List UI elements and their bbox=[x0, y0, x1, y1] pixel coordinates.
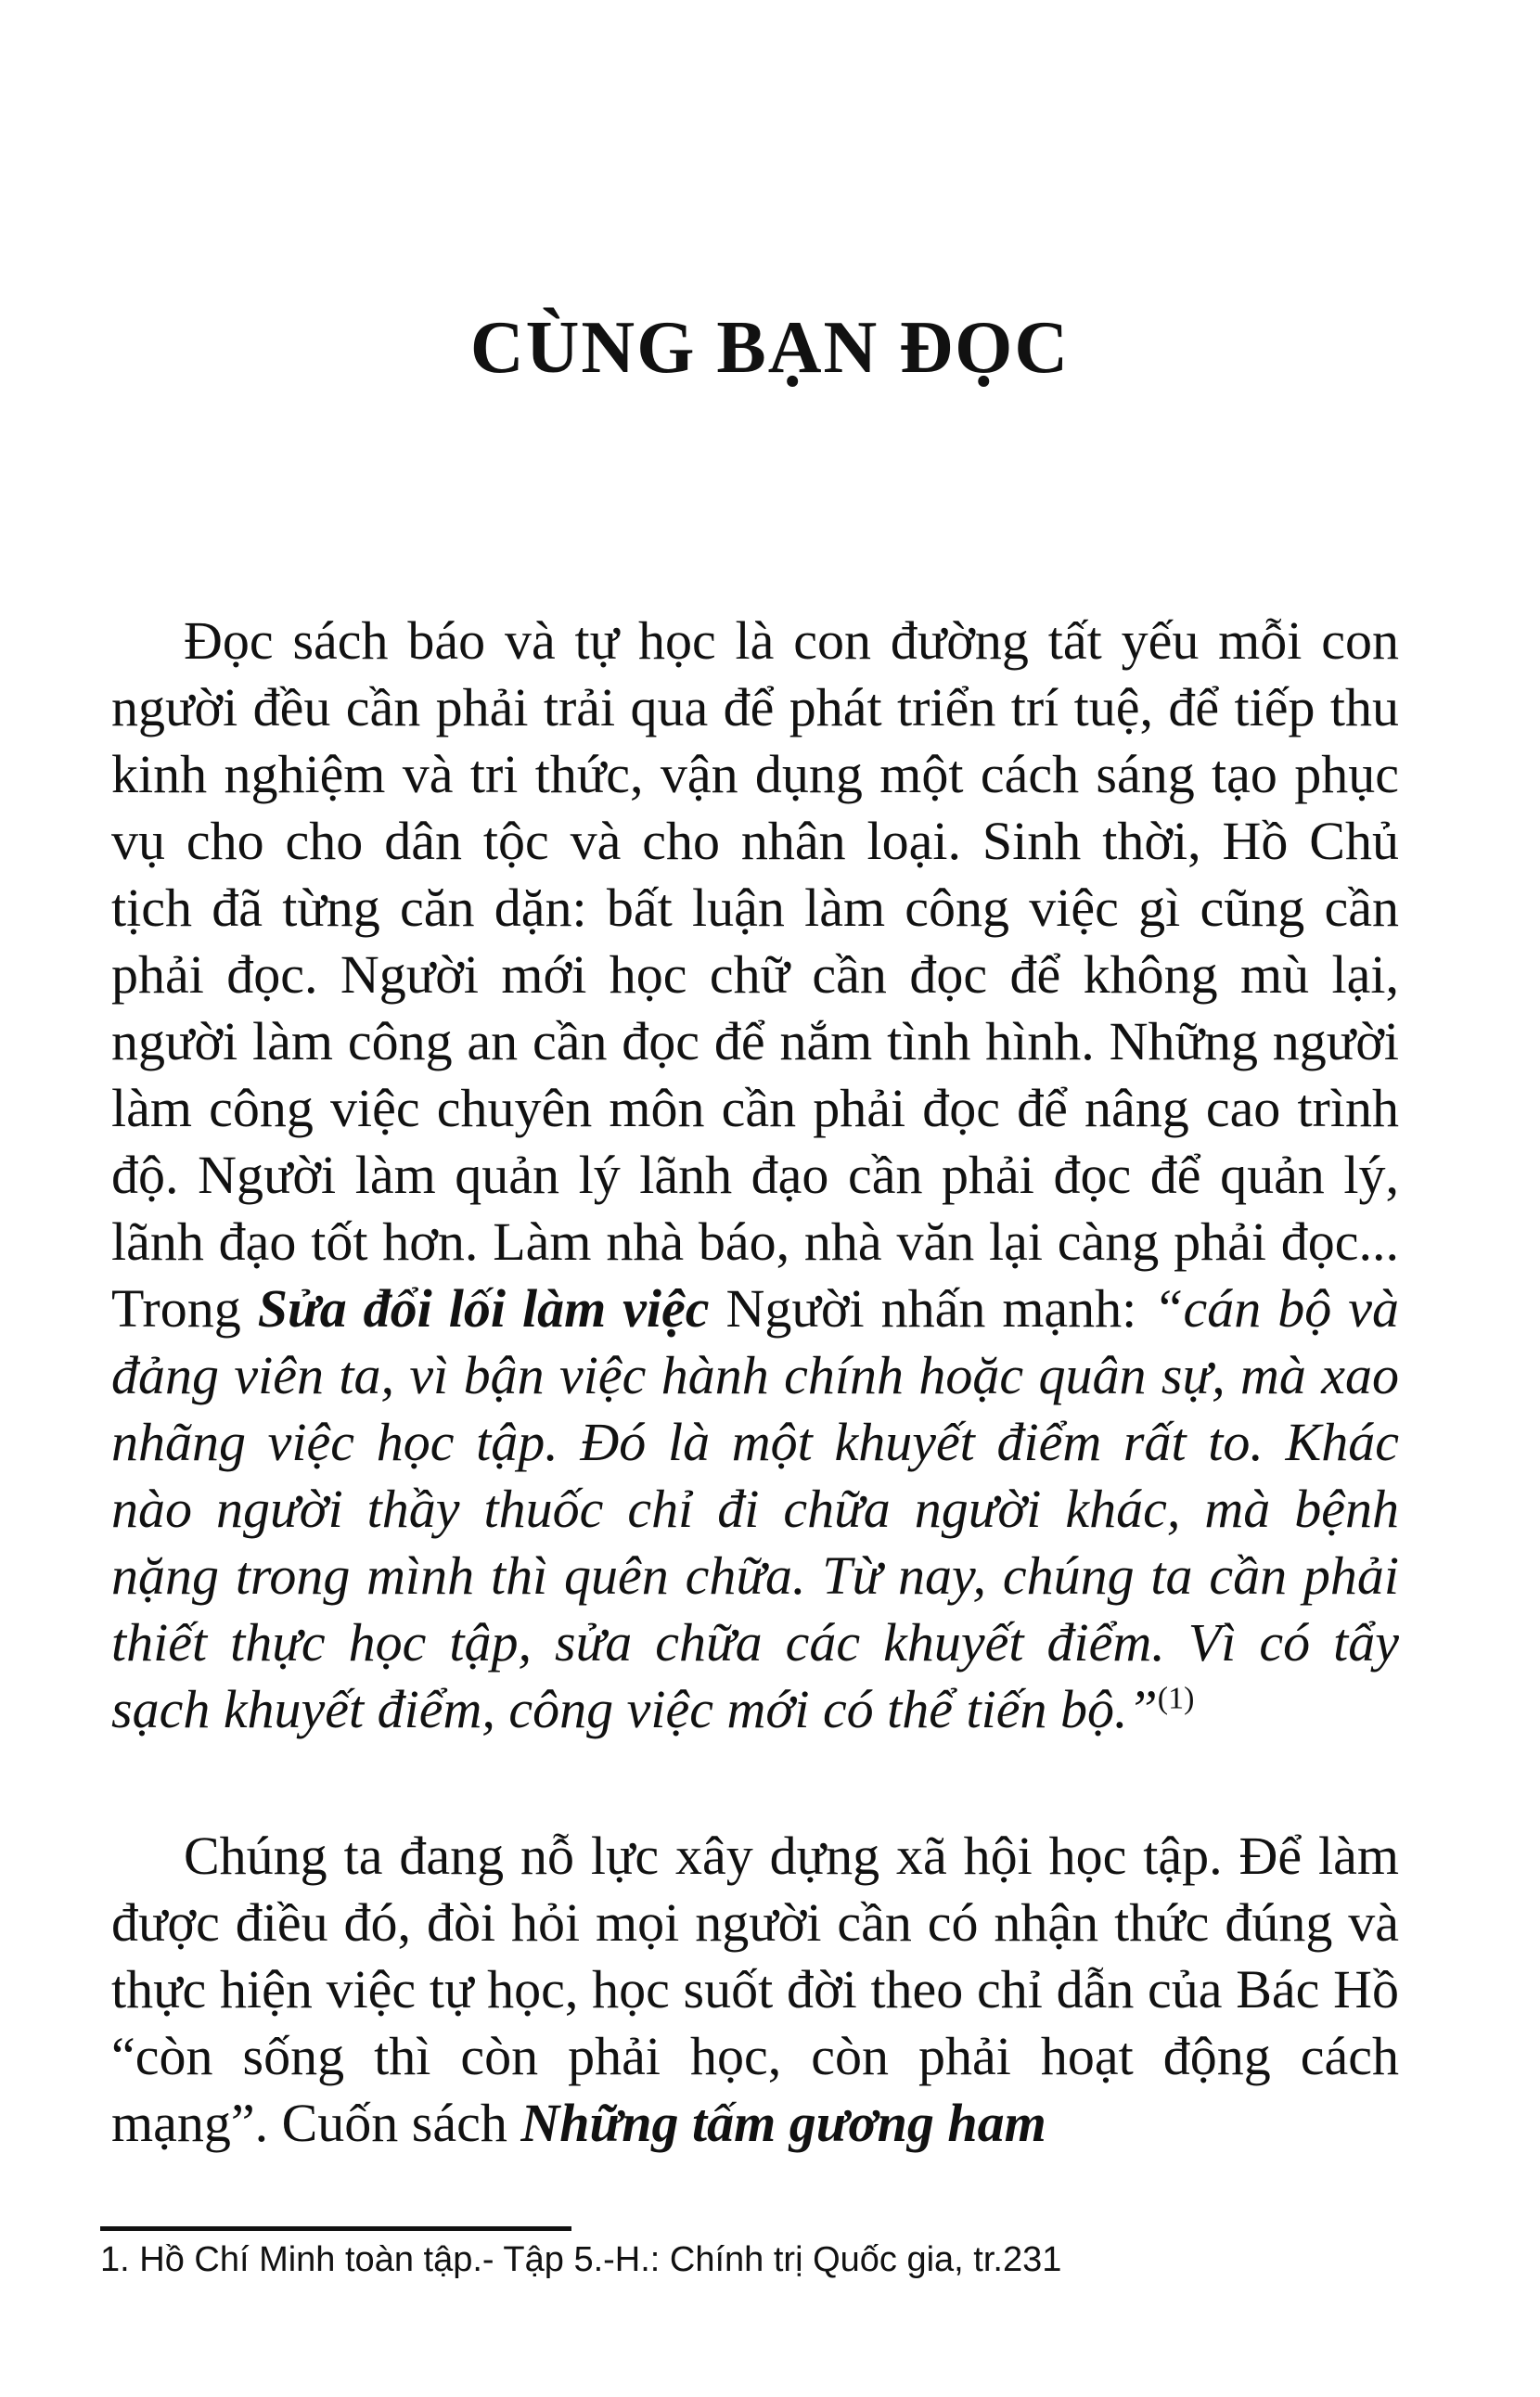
footnote-divider bbox=[100, 2226, 571, 2231]
quotation: “cán bộ và đảng viên ta, vì bận việc hành chính hoặc quân sự, mà xao nhãng việc học tập. Đó là một khuyết điểm rất to. Khác nào người thầy thuốc chỉ đi chữa người khác, mà bệnh nặng trong mình thì quên chữa. Từ nay, chúng ta cần phải thiết thực học tập, sửa chữa các khuyết điểm. Vì có tẩy sạch khuyết điểm, công việc mới có thể tiến bộ.” bbox=[111, 1278, 1399, 1739]
footnote: 1. Hồ Chí Minh toàn tập.- Tập 5.-H.: Chính trị Quốc gia, tr.231 bbox=[100, 2240, 1062, 2279]
footnote-reference: (1) bbox=[1157, 1681, 1195, 1716]
paragraph-2-text: Chúng ta đang nỗ lực xây dựng xã hội học tập. Để làm được điều đó, đòi hỏi mọi người cần có nhận thức đúng và thực hiện việc tự học, học suốt đời theo chỉ dẫn của Bác Hồ “còn sống thì còn phải học, còn phải hoạt động cách mạng”. Cuốn sách bbox=[111, 1826, 1399, 2153]
paragraph-1-text-middle: Người nhấn mạnh: bbox=[709, 1278, 1154, 1339]
book-title-sua-doi: Sửa đổi lối làm việc bbox=[257, 1278, 710, 1339]
paragraph-1-text: Đọc sách báo và tự học là con đường tất yếu mỗi con người đều cần phải trải qua để phát triển trí tuệ, để tiếp thu kinh nghiệm và tri thức, vận dụng một cách sáng tạo phục vụ cho cho dân tộc và cho nhân loại. Sinh thời, Hồ Chủ tịch đã từng căn dặn: bất luận làm công việc gì cũng cần phải đọc. Người mới học chữ cần đọc để không mù lại, người làm công an cần đọc để nắm tình hình. Những người làm công việc chuyên môn cần phải đọc để nâng cao trình độ. Người làm quản lý lãnh đạo cần phải đọc để quản lý, lãnh đạo tốt hơn. Làm nhà báo, nhà văn lại càng phải đọc... Trong bbox=[111, 610, 1399, 1339]
page-title: CÙNG BẠN ĐỌC bbox=[469, 307, 1071, 389]
book-title-nhung-tam-guong: Những tấm gương ham bbox=[520, 2093, 1046, 2153]
paragraph-2 bbox=[111, 1823, 1399, 2157]
paragraph-1 bbox=[111, 608, 1399, 1743]
